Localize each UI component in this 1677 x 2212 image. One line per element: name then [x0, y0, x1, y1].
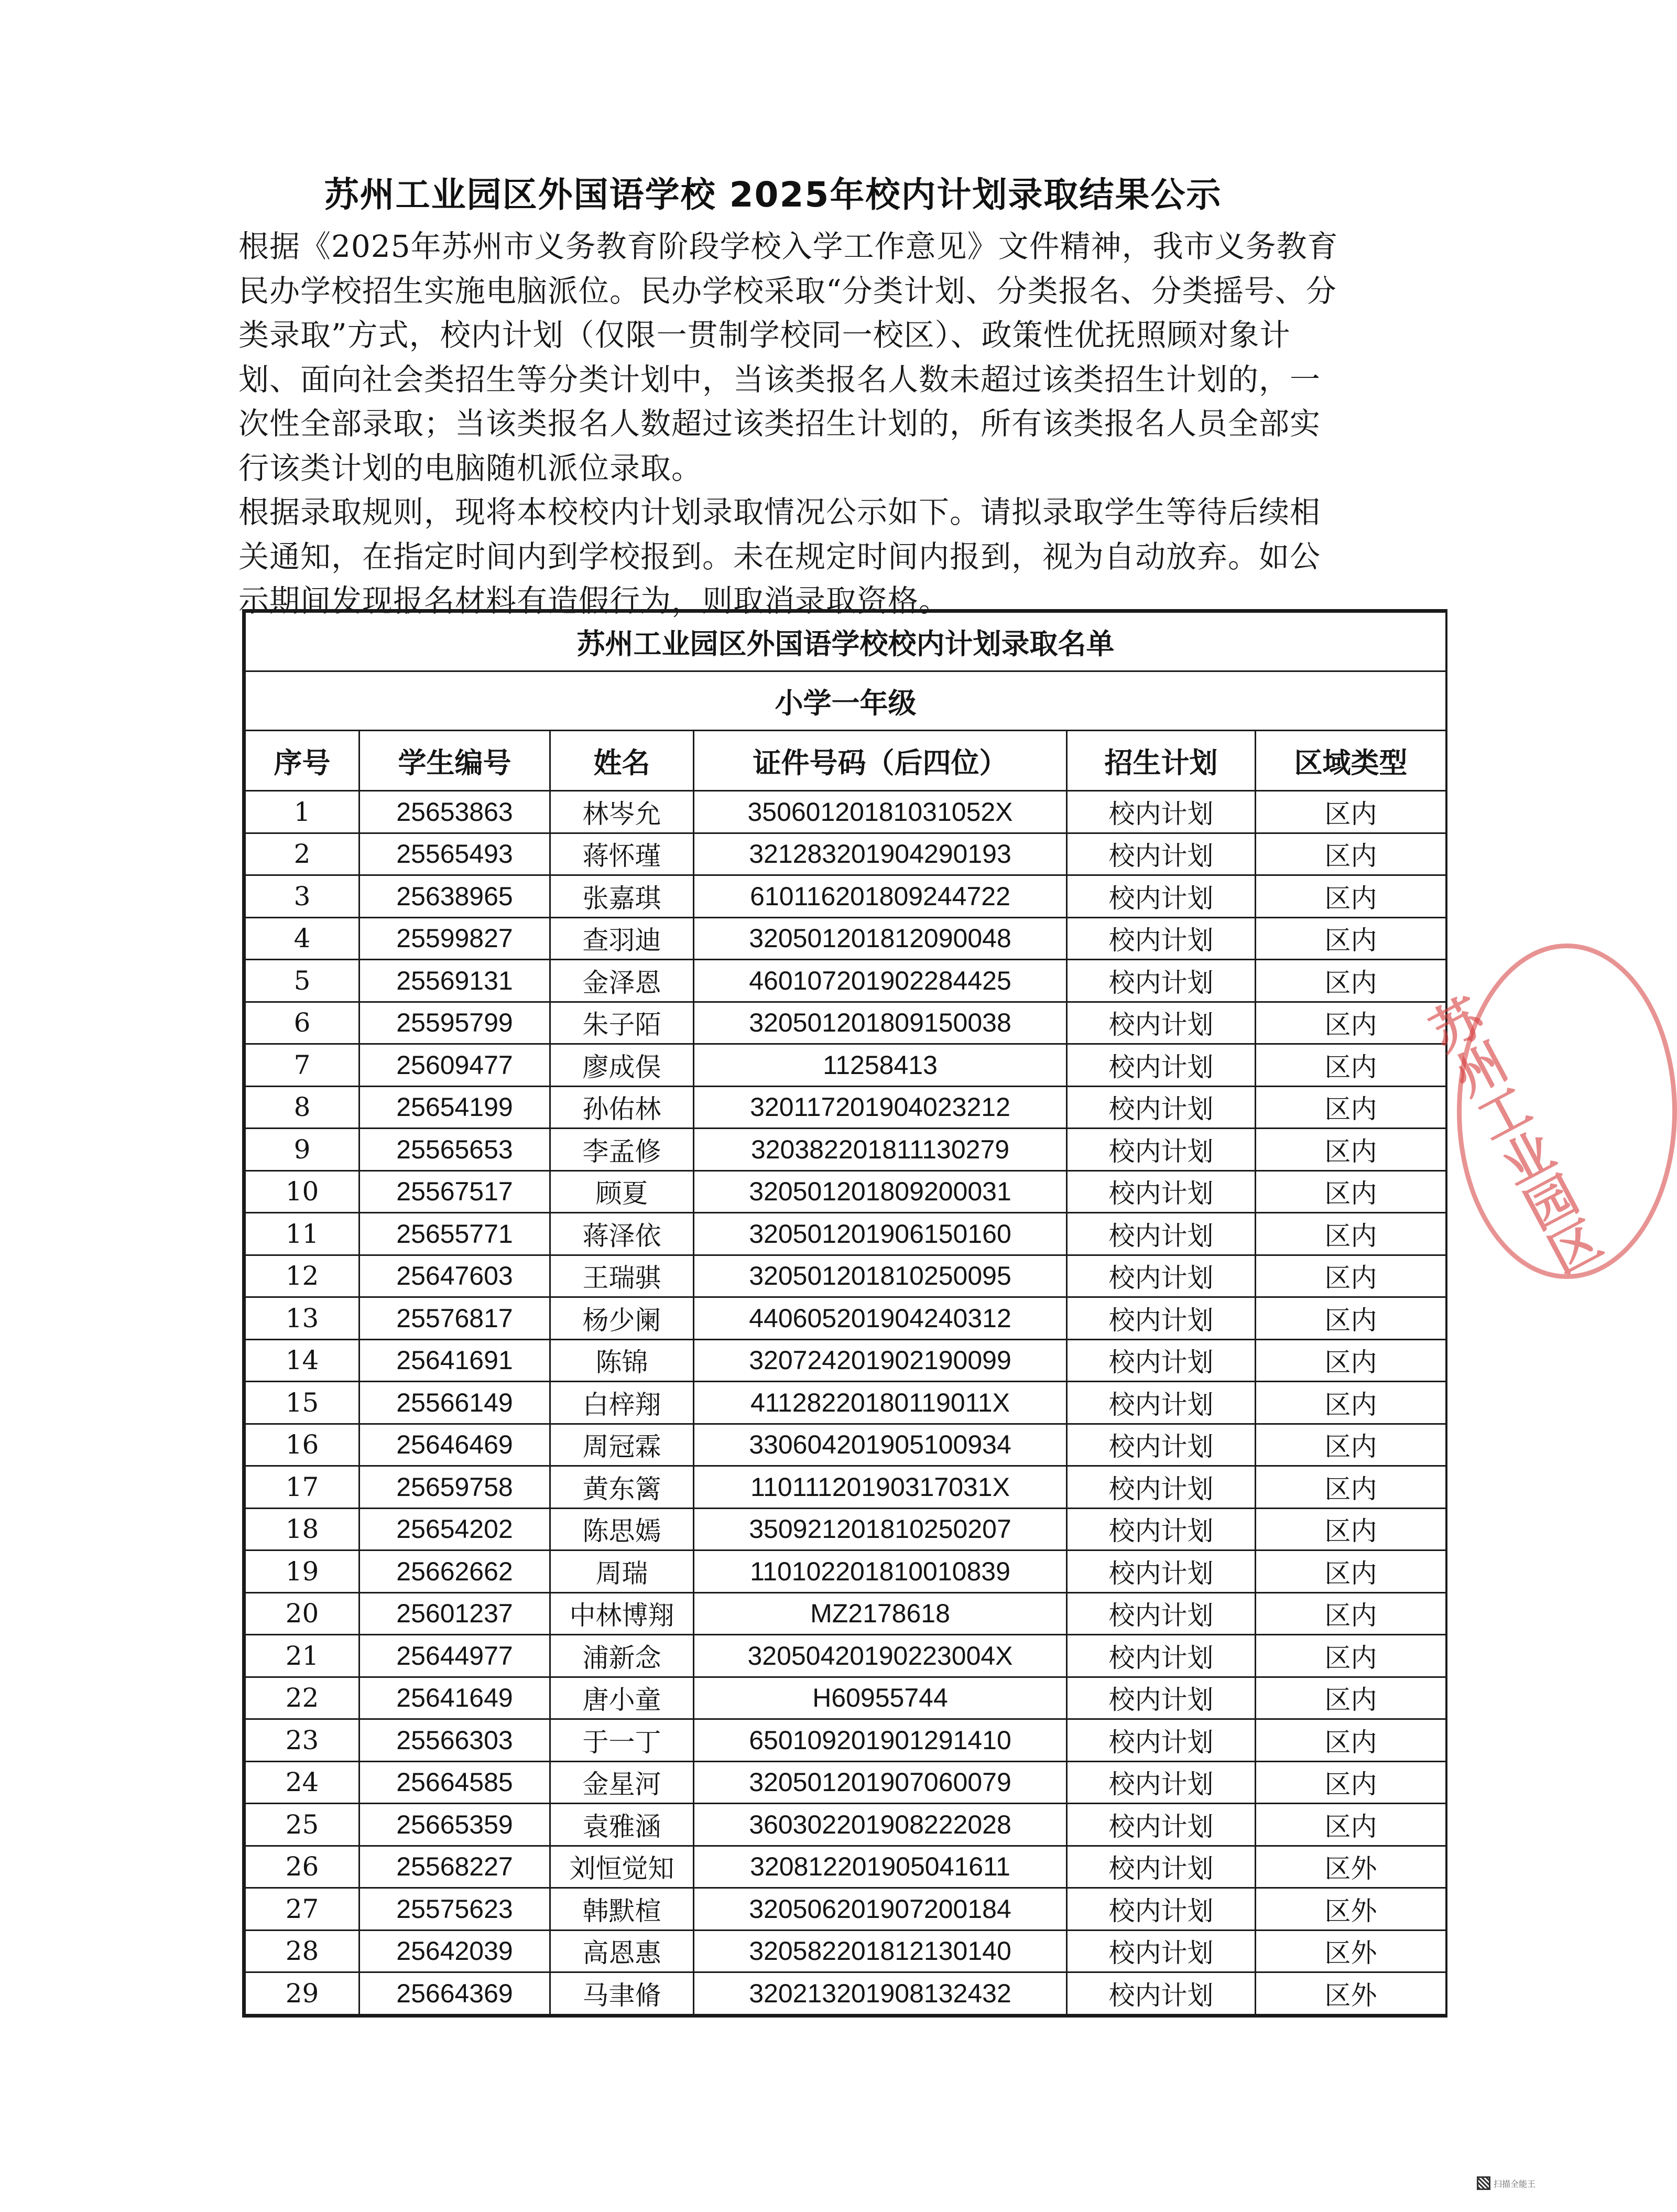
- row-number-cell: 20: [245, 1592, 360, 1635]
- student-id-cell: 25654202: [360, 1508, 550, 1550]
- enrollment-plan-cell: 校内计划: [1067, 1382, 1256, 1424]
- district-type-cell: 区内: [1256, 1129, 1446, 1171]
- row-number-cell: 28: [245, 1930, 360, 1972]
- row-number-cell: 9: [245, 1129, 360, 1171]
- id-number-cell: 650109201901291410: [694, 1719, 1067, 1762]
- district-type-cell: 区内: [1256, 1635, 1446, 1677]
- scanner-label: 扫描全能王: [1494, 2178, 1536, 2189]
- row-number-cell: 11: [245, 1213, 360, 1255]
- district-type-cell: 区内: [1256, 1213, 1446, 1255]
- row-number-cell: 29: [245, 1972, 360, 2015]
- row-number-cell: 23: [245, 1719, 360, 1762]
- table-row: [245, 1297, 1446, 1340]
- student-name-cell: 白梓翔: [550, 1382, 694, 1424]
- student-name-cell: 李孟修: [550, 1129, 694, 1171]
- student-id-cell: 25576817: [360, 1297, 550, 1340]
- table-row: [245, 917, 1446, 960]
- enrollment-plan-cell: 校内计划: [1067, 1592, 1256, 1635]
- row-number-cell: 16: [245, 1424, 360, 1466]
- student-id-cell: 25664369: [360, 1972, 550, 2015]
- row-number-cell: 18: [245, 1508, 360, 1550]
- student-id-cell: 25566303: [360, 1719, 550, 1762]
- enrollment-plan-cell: 校内计划: [1067, 1424, 1256, 1466]
- row-number-cell: 21: [245, 1635, 360, 1677]
- table-row: [245, 1972, 1446, 2015]
- enrollment-plan-cell: 校内计划: [1067, 1508, 1256, 1550]
- enrollment-plan-cell: 校内计划: [1067, 1719, 1256, 1762]
- table-row: [245, 1761, 1446, 1804]
- student-name-cell: 顾夏: [550, 1170, 694, 1213]
- student-id-cell: 25664585: [360, 1761, 550, 1804]
- table-row: [245, 1888, 1446, 1931]
- student-name-cell: 中林博翔: [550, 1592, 694, 1635]
- row-number-cell: 26: [245, 1846, 360, 1888]
- enrollment-plan-cell: 校内计划: [1067, 1213, 1256, 1255]
- table-row: [245, 1044, 1446, 1087]
- student-id-cell: 25565653: [360, 1129, 550, 1171]
- district-type-cell: 区外: [1256, 1972, 1446, 2015]
- column-header: 证件号码（后四位）: [694, 731, 1067, 791]
- district-type-cell: 区内: [1256, 1339, 1446, 1382]
- district-type-cell: 区内: [1256, 1002, 1446, 1044]
- student-id-cell: 25638965: [360, 875, 550, 918]
- student-id-cell: 25575623: [360, 1888, 550, 1931]
- district-type-cell: 区内: [1256, 1719, 1446, 1762]
- student-id-cell: 25655771: [360, 1213, 550, 1255]
- row-number-cell: 24: [245, 1761, 360, 1804]
- table-row: [245, 1170, 1446, 1213]
- column-header: 序号: [245, 731, 360, 791]
- row-number-cell: 3: [245, 875, 360, 918]
- id-number-cell: 320117201904023212: [694, 1086, 1067, 1129]
- district-type-cell: 区内: [1256, 1086, 1446, 1129]
- student-name-cell: 王瑞骐: [550, 1255, 694, 1297]
- enrollment-plan-cell: 校内计划: [1067, 791, 1256, 833]
- row-number-cell: 25: [245, 1804, 360, 1846]
- id-number-cell: 320501201809200031: [694, 1170, 1067, 1213]
- table-row: [245, 1255, 1446, 1297]
- student-id-cell: 25654199: [360, 1086, 550, 1129]
- district-type-cell: 区内: [1256, 1592, 1446, 1635]
- enrollment-plan-cell: 校内计划: [1067, 1804, 1256, 1846]
- row-number-cell: 4: [245, 917, 360, 960]
- district-type-cell: 区外: [1256, 1888, 1446, 1931]
- student-name-cell: 周瑞: [550, 1550, 694, 1593]
- enrollment-plan-cell: 校内计划: [1067, 875, 1256, 918]
- table-row: [245, 1677, 1446, 1719]
- id-number-cell: 320582201812130140: [694, 1930, 1067, 1972]
- enrollment-plan-cell: 校内计划: [1067, 1635, 1256, 1677]
- row-number-cell: 8: [245, 1086, 360, 1129]
- id-number-cell: 110102201810010839: [694, 1550, 1067, 1593]
- row-number-cell: 2: [245, 833, 360, 875]
- student-name-cell: 于一丁: [550, 1719, 694, 1762]
- student-id-cell: 25566149: [360, 1382, 550, 1424]
- district-type-cell: 区内: [1256, 1170, 1446, 1213]
- id-number-cell: 320213201908132432: [694, 1972, 1067, 2015]
- id-number-cell: 330604201905100934: [694, 1424, 1067, 1466]
- table-row: [245, 1719, 1446, 1762]
- student-id-cell: 25659758: [360, 1466, 550, 1509]
- district-type-cell: 区内: [1256, 875, 1446, 918]
- student-name-cell: 杨少阑: [550, 1297, 694, 1340]
- intro-text: [238, 224, 1349, 623]
- intro-paragraph-2: 根据录取规则，现将本校校内计划录取情况公示如下。请拟录取学生等待后续相关通知，在指定时间内到学校报到。未在规定时间内报到，视为自动放弃。如公示期间发现报名材料有造假行为，则取消录取资格。: [238, 494, 1321, 619]
- id-number-cell: 440605201904240312: [694, 1297, 1067, 1340]
- table-row: [245, 1424, 1446, 1466]
- student-id-cell: 25641649: [360, 1677, 550, 1719]
- row-number-cell: 7: [245, 1044, 360, 1087]
- enrollment-plan-cell: 校内计划: [1067, 1888, 1256, 1931]
- table-row: [245, 791, 1446, 833]
- enrollment-plan-cell: 校内计划: [1067, 960, 1256, 1002]
- student-name-cell: 浦新念: [550, 1635, 694, 1677]
- row-number-cell: 13: [245, 1297, 360, 1340]
- district-type-cell: 区外: [1256, 1846, 1446, 1888]
- column-header: 姓名: [550, 731, 694, 791]
- student-id-cell: 25565493: [360, 833, 550, 875]
- student-id-cell: 25662662: [360, 1550, 550, 1593]
- district-type-cell: 区内: [1256, 1508, 1446, 1550]
- table-row: [245, 1635, 1446, 1677]
- student-id-cell: 25641691: [360, 1339, 550, 1382]
- table-row: [245, 1804, 1446, 1846]
- row-number-cell: 1: [245, 791, 360, 833]
- scanner-watermark: [1477, 2176, 1536, 2190]
- student-name-cell: 金星河: [550, 1761, 694, 1804]
- grade-row: [245, 671, 1446, 731]
- id-number-cell: 320501201907060079: [694, 1761, 1067, 1804]
- id-number-cell: 32050420190223004X: [694, 1635, 1067, 1677]
- student-name-cell: 陈锦: [550, 1339, 694, 1382]
- grade-label: 小学一年级: [245, 671, 1446, 731]
- column-header: 招生计划: [1067, 731, 1256, 791]
- student-id-cell: 25642039: [360, 1930, 550, 1972]
- table-row: [245, 1550, 1446, 1593]
- id-number-cell: H60955744: [694, 1677, 1067, 1719]
- table-header-row: [245, 731, 1446, 791]
- district-type-cell: 区内: [1256, 1761, 1446, 1804]
- enrollment-plan-cell: 校内计划: [1067, 1002, 1256, 1044]
- enrollment-plan-cell: 校内计划: [1067, 1761, 1256, 1804]
- enrollment-plan-cell: 校内计划: [1067, 1170, 1256, 1213]
- student-id-cell: 25595799: [360, 1002, 550, 1044]
- row-number-cell: 22: [245, 1677, 360, 1719]
- district-type-cell: 区内: [1256, 1466, 1446, 1509]
- id-number-cell: 460107201902284425: [694, 960, 1067, 1002]
- district-type-cell: 区内: [1256, 791, 1446, 833]
- row-number-cell: 27: [245, 1888, 360, 1931]
- enrollment-plan-cell: 校内计划: [1067, 1466, 1256, 1509]
- student-name-cell: 周冠霖: [550, 1424, 694, 1466]
- seal-text: 苏州工业园区: [1415, 989, 1609, 1284]
- enrollment-plan-cell: 校内计划: [1067, 1846, 1256, 1888]
- enrollment-plan-cell: 校内计划: [1067, 1972, 1256, 2015]
- student-name-cell: 黄东篱: [550, 1466, 694, 1509]
- admission-table: [242, 609, 1447, 2018]
- district-type-cell: 区内: [1256, 1677, 1446, 1719]
- table-row: [245, 1508, 1446, 1550]
- table-row: [245, 833, 1446, 875]
- enrollment-plan-cell: 校内计划: [1067, 1255, 1256, 1297]
- table-row: [245, 1930, 1446, 1972]
- student-id-cell: 25568227: [360, 1846, 550, 1888]
- id-number-cell: 320506201907200184: [694, 1888, 1067, 1931]
- district-type-cell: 区内: [1256, 1804, 1446, 1846]
- table-row: [245, 1466, 1446, 1509]
- enrollment-plan-cell: 校内计划: [1067, 1086, 1256, 1129]
- enrollment-plan-cell: 校内计划: [1067, 1339, 1256, 1382]
- id-number-cell: 320501201810250095: [694, 1255, 1067, 1297]
- district-type-cell: 区内: [1256, 960, 1446, 1002]
- id-number-cell: 350921201810250207: [694, 1508, 1067, 1550]
- id-number-cell: 320724201902190099: [694, 1339, 1067, 1382]
- district-type-cell: 区内: [1256, 833, 1446, 875]
- id-number-cell: 11011120190317031X: [694, 1466, 1067, 1509]
- row-number-cell: 19: [245, 1550, 360, 1593]
- student-name-cell: 马聿脩: [550, 1972, 694, 2015]
- district-type-cell: 区内: [1256, 1255, 1446, 1297]
- id-number-cell: 320812201905041611: [694, 1846, 1067, 1888]
- student-id-cell: 25601237: [360, 1592, 550, 1635]
- table-row: [245, 1129, 1446, 1171]
- table-title: 苏州工业园区外国语学校校内计划录取名单: [245, 612, 1446, 671]
- row-number-cell: 12: [245, 1255, 360, 1297]
- table-row: [245, 1213, 1446, 1255]
- enrollment-plan-cell: 校内计划: [1067, 1044, 1256, 1087]
- table-row: [245, 1086, 1446, 1129]
- student-name-cell: 唐小童: [550, 1677, 694, 1719]
- id-number-cell: 320501201812090048: [694, 917, 1067, 960]
- id-number-cell: 41128220180119011X: [694, 1382, 1067, 1424]
- enrollment-plan-cell: 校内计划: [1067, 1129, 1256, 1171]
- district-type-cell: 区内: [1256, 1382, 1446, 1424]
- student-name-cell: 查羽迪: [550, 917, 694, 960]
- student-name-cell: 陈思嫣: [550, 1508, 694, 1550]
- district-type-cell: 区内: [1256, 1424, 1446, 1466]
- district-type-cell: 区内: [1256, 1550, 1446, 1593]
- district-type-cell: 区内: [1256, 917, 1446, 960]
- district-type-cell: 区内: [1256, 1044, 1446, 1087]
- row-number-cell: 5: [245, 960, 360, 1002]
- student-name-cell: 林岑允: [550, 791, 694, 833]
- table-row: [245, 1382, 1446, 1424]
- enrollment-plan-cell: 校内计划: [1067, 1297, 1256, 1340]
- id-number-cell: 320501201906150160: [694, 1213, 1067, 1255]
- student-id-cell: 25644977: [360, 1635, 550, 1677]
- student-name-cell: 高恩惠: [550, 1930, 694, 1972]
- student-id-cell: 25567517: [360, 1170, 550, 1213]
- student-name-cell: 张嘉琪: [550, 875, 694, 918]
- enrollment-plan-cell: 校内计划: [1067, 1677, 1256, 1719]
- table-row: [245, 960, 1446, 1002]
- document-title: 苏州工业园区外国语学校 2025年校内计划录取结果公示: [324, 175, 1222, 215]
- row-number-cell: 14: [245, 1339, 360, 1382]
- table-row: [245, 1002, 1446, 1044]
- intro-paragraph-1: 根据《2025年苏州市义务教育阶段学校入学工作意见》文件精神，我市义务教育民办学校招生实施电脑派位。民办学校采取“分类计划、分类报名、分类摇号、分类录取”方式，校内计划（仅限一贯制学校同一校区）、政策性优抚照顾对象计划、面向社会类招生等分类计划中，当该类报名人数未超过该类招生计划的，一次性全部录取；当该类报名人数超过该类招生计划的，所有该类报名人员全部实行该类计划的电脑随机派位录取。: [238, 229, 1338, 486]
- row-number-cell: 6: [245, 1002, 360, 1044]
- table-row: [245, 875, 1446, 918]
- column-header: 学生编号: [360, 731, 550, 791]
- enrollment-plan-cell: 校内计划: [1067, 1550, 1256, 1593]
- student-id-cell: 25653863: [360, 791, 550, 833]
- district-type-cell: 区外: [1256, 1930, 1446, 1972]
- student-name-cell: 刘恒觉知: [550, 1846, 694, 1888]
- table-row: [245, 1339, 1446, 1382]
- enrollment-plan-cell: 校内计划: [1067, 833, 1256, 875]
- student-name-cell: 朱子陌: [550, 1002, 694, 1044]
- district-type-cell: 区内: [1256, 1297, 1446, 1340]
- student-name-cell: 廖成俣: [550, 1044, 694, 1087]
- id-number-cell: 320501201809150038: [694, 1002, 1067, 1044]
- id-number-cell: 610116201809244722: [694, 875, 1067, 918]
- id-number-cell: 320382201811130279: [694, 1129, 1067, 1171]
- student-id-cell: 25609477: [360, 1044, 550, 1087]
- table-row: [245, 1846, 1446, 1888]
- qr-code-icon: [1477, 2176, 1490, 2190]
- id-number-cell: MZ2178618: [694, 1592, 1067, 1635]
- id-number-cell: 321283201904290193: [694, 833, 1067, 875]
- student-name-cell: 蒋泽依: [550, 1213, 694, 1255]
- student-id-cell: 25599827: [360, 917, 550, 960]
- student-name-cell: 金泽恩: [550, 960, 694, 1002]
- table-row: [245, 1592, 1446, 1635]
- id-number-cell: 360302201908222028: [694, 1804, 1067, 1846]
- student-name-cell: 孙佑林: [550, 1086, 694, 1129]
- student-name-cell: 韩默楦: [550, 1888, 694, 1931]
- student-id-cell: 25665359: [360, 1804, 550, 1846]
- id-number-cell: 11258413: [694, 1044, 1067, 1087]
- id-number-cell: 35060120181031052X: [694, 791, 1067, 833]
- enrollment-plan-cell: 校内计划: [1067, 917, 1256, 960]
- student-id-cell: 25569131: [360, 960, 550, 1002]
- enrollment-plan-cell: 校内计划: [1067, 1930, 1256, 1972]
- student-id-cell: 25646469: [360, 1424, 550, 1466]
- student-name-cell: 袁雅涵: [550, 1804, 694, 1846]
- row-number-cell: 17: [245, 1466, 360, 1509]
- row-number-cell: 10: [245, 1170, 360, 1213]
- table-title-row: [245, 612, 1446, 671]
- row-number-cell: 15: [245, 1382, 360, 1424]
- student-id-cell: 25647603: [360, 1255, 550, 1297]
- column-header: 区域类型: [1256, 731, 1446, 791]
- student-name-cell: 蒋怀瑾: [550, 833, 694, 875]
